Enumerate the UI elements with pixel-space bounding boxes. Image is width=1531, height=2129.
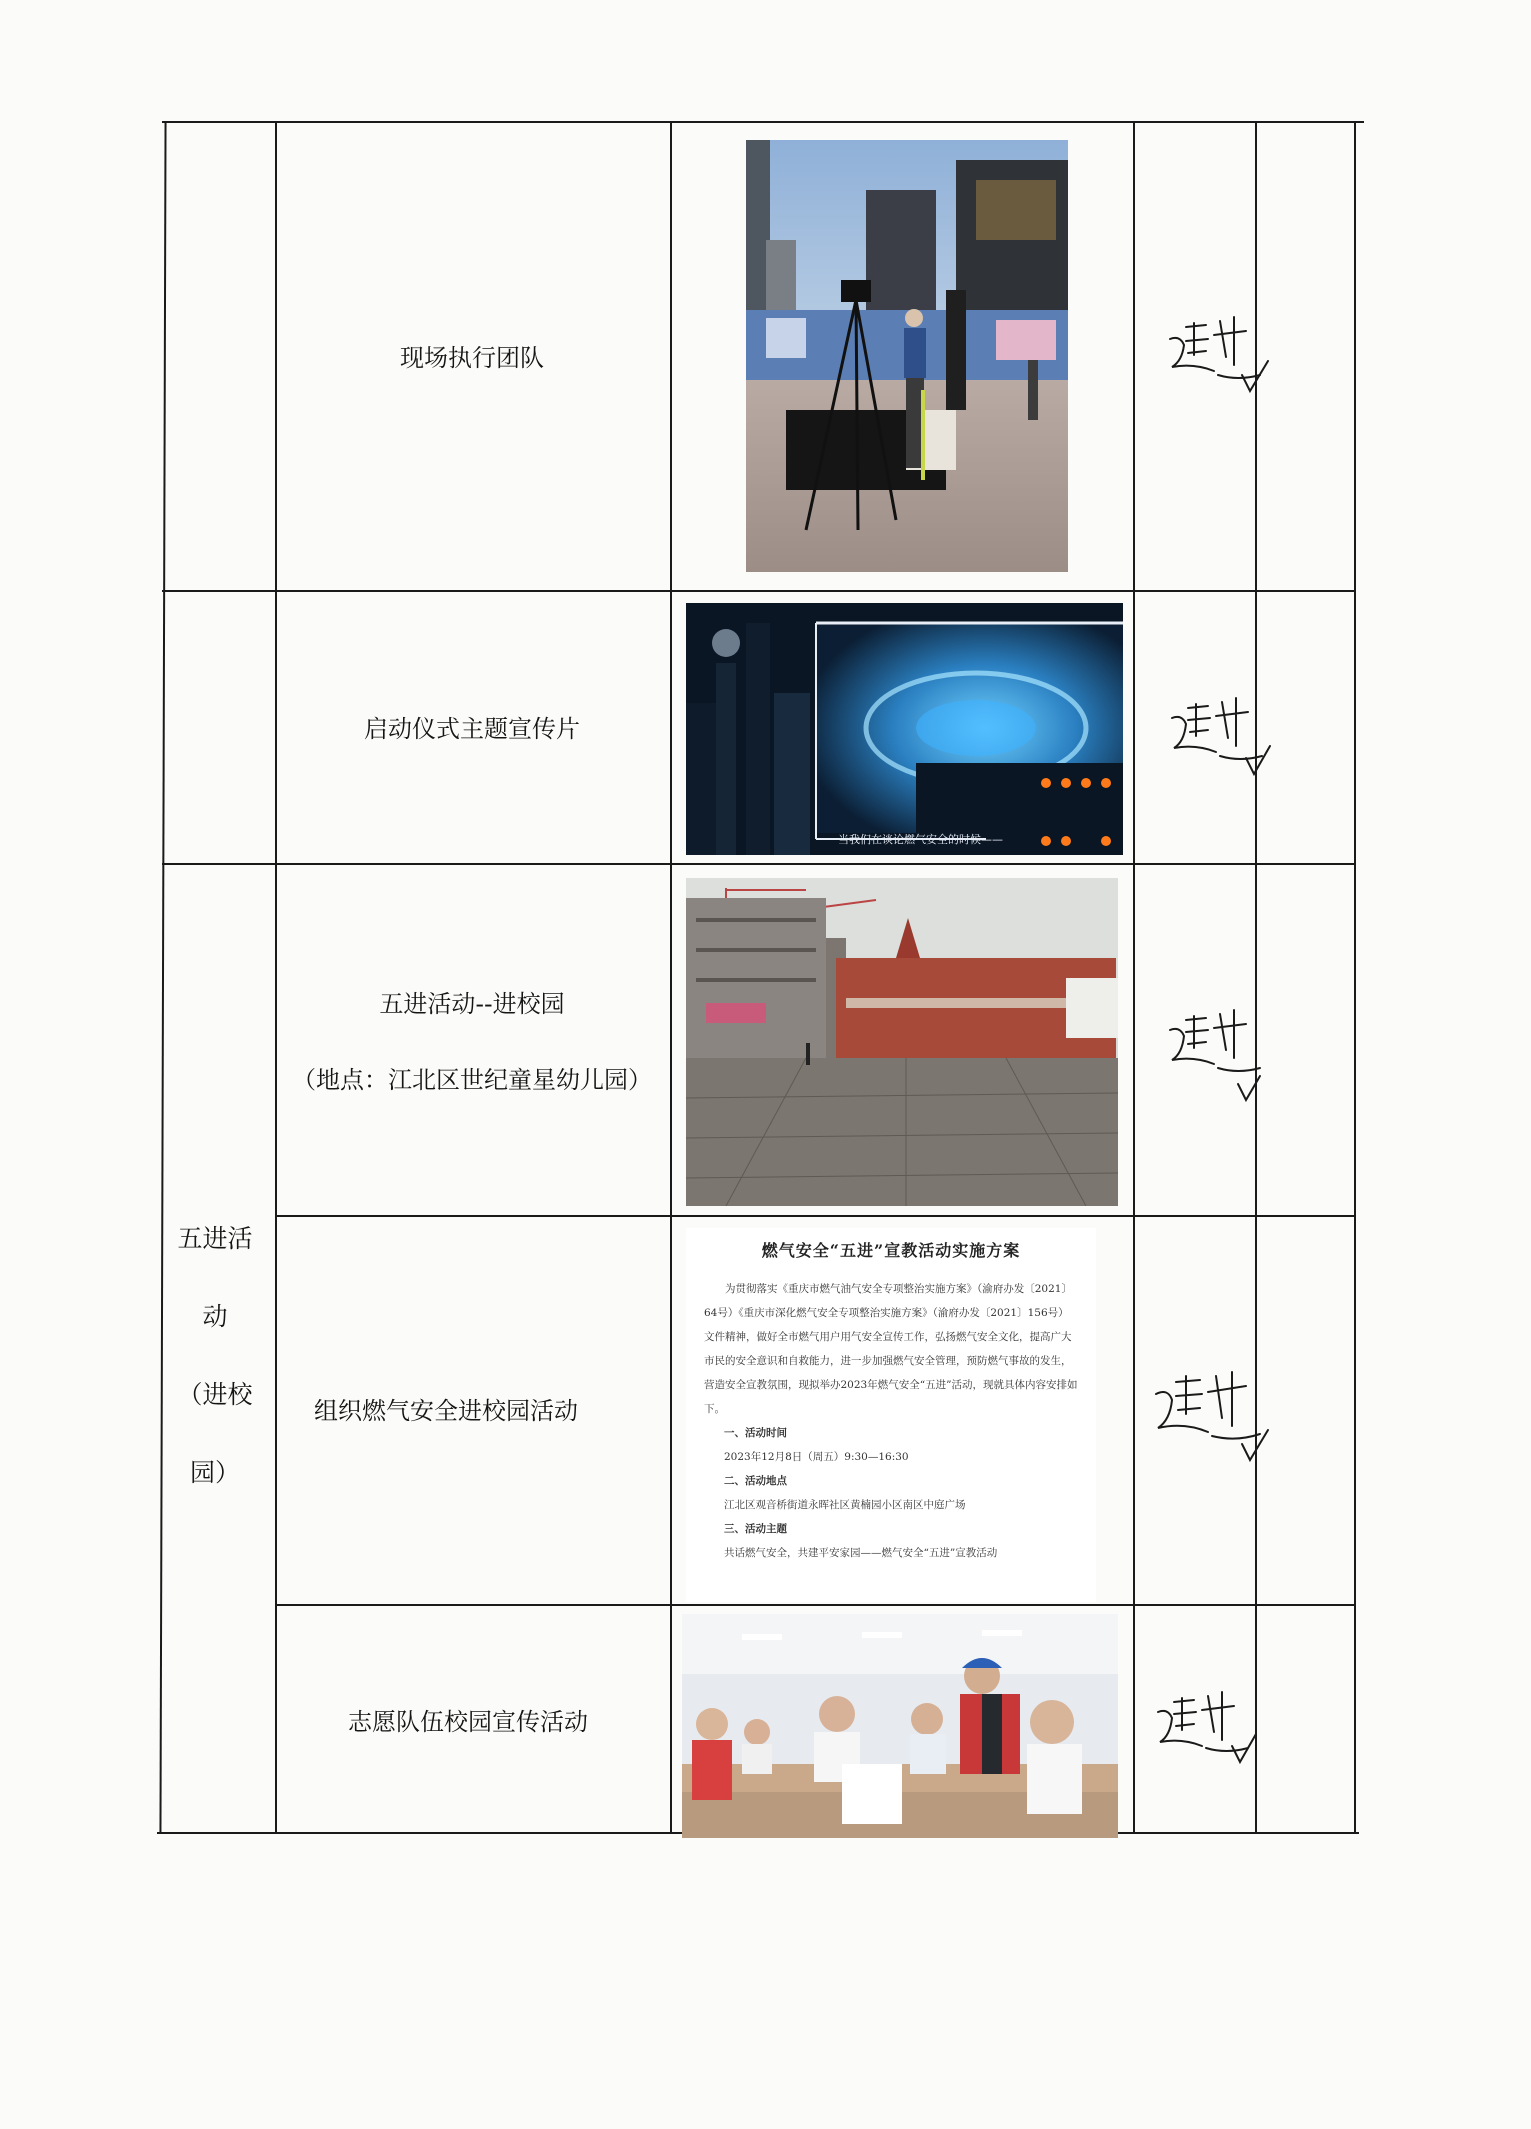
photo-promo-video-art <box>686 603 1123 855</box>
item-label-volunteer: 志愿队伍校园宣传活动 <box>348 1708 588 1736</box>
item-label-organize-campus: 组织燃气安全进校园活动 <box>314 1397 578 1425</box>
video-subtitle: 当我们在谈论燃气安全的时候—— <box>838 833 1003 846</box>
photo-filming-crew <box>746 140 1068 572</box>
table-row-line-3 <box>275 1215 1356 1217</box>
photo-filming-crew-art <box>746 140 1068 572</box>
item-label-campus-activity: 五进活动--进校园 <box>379 990 565 1018</box>
plan-section-body: 江北区观音桥街道永晖社区黄楠园小区南区中庭广场 <box>724 1499 966 1511</box>
category-cell <box>165 1200 265 1512</box>
table-border-top <box>162 121 1364 123</box>
item-label-promo-video: 启动仪式主题宣传片 <box>364 715 580 743</box>
photo-kindergarten-art <box>686 878 1118 1206</box>
approval-signature <box>1164 1000 1276 1112</box>
plan-section-body: 2023年12月8日（周五）9:30—16:30 <box>724 1451 909 1463</box>
table-row-line-1 <box>162 590 1356 592</box>
plan-section-heading: 一、活动时间 <box>724 1427 787 1439</box>
approval-signature <box>1150 1360 1280 1472</box>
photo-kindergarten <box>686 878 1118 1206</box>
plan-intro: 为贯彻落实《重庆市燃气油气安全专项整治实施方案》（渝府办发〔2021〕64号）《重庆市深化燃气安全专项整治实施方案》（渝府办发〔2021〕156号）文件精神，做好全市燃气用户用气安全宣传工作，弘扬燃气安全文化，提高广大市民的安全意识和自救能力，进一步加强燃气安全管理，预防燃气事故的发生，营造安全宣教氛围，现拟举办2023年燃气安全“五进”活动，现就具体内容安排如下。 <box>704 1283 1078 1415</box>
category-line: 五进活 <box>177 1224 253 1253</box>
plan-section-body: 共话燃气安全，共建平安家园——燃气安全“五进”宣教活动 <box>724 1547 998 1559</box>
plan-section-heading: 二、活动地点 <box>724 1475 787 1487</box>
photo-volunteer-art <box>682 1614 1118 1838</box>
category-line: 园） <box>189 1458 240 1487</box>
table-col-line-1 <box>275 121 277 1834</box>
item-label-filming-team: 现场执行团队 <box>400 344 544 372</box>
approval-signature <box>1152 1684 1272 1780</box>
category-line: （进校 <box>177 1380 253 1409</box>
table-border-right <box>1354 121 1356 1834</box>
table-col-line-3 <box>1133 121 1135 1834</box>
approval-signature <box>1164 305 1276 401</box>
plan-section-heading: 三、活动主题 <box>724 1523 787 1535</box>
item-location: （地点：江北区世纪童星幼儿园） <box>292 1066 652 1094</box>
plan-document-image <box>686 1228 1096 1602</box>
photo-volunteer-classroom <box>682 1614 1118 1838</box>
plan-title: 燃气安全“五进”宣教活动实施方案 <box>761 1241 1021 1260</box>
table-col-line-2 <box>670 121 672 1834</box>
table-row-line-2 <box>162 863 1356 865</box>
table-row-line-4 <box>275 1604 1356 1606</box>
photo-promo-video-still <box>686 603 1123 855</box>
category-line: 动 <box>202 1302 228 1331</box>
table-border-left <box>159 121 166 1834</box>
approval-signature <box>1166 690 1278 786</box>
